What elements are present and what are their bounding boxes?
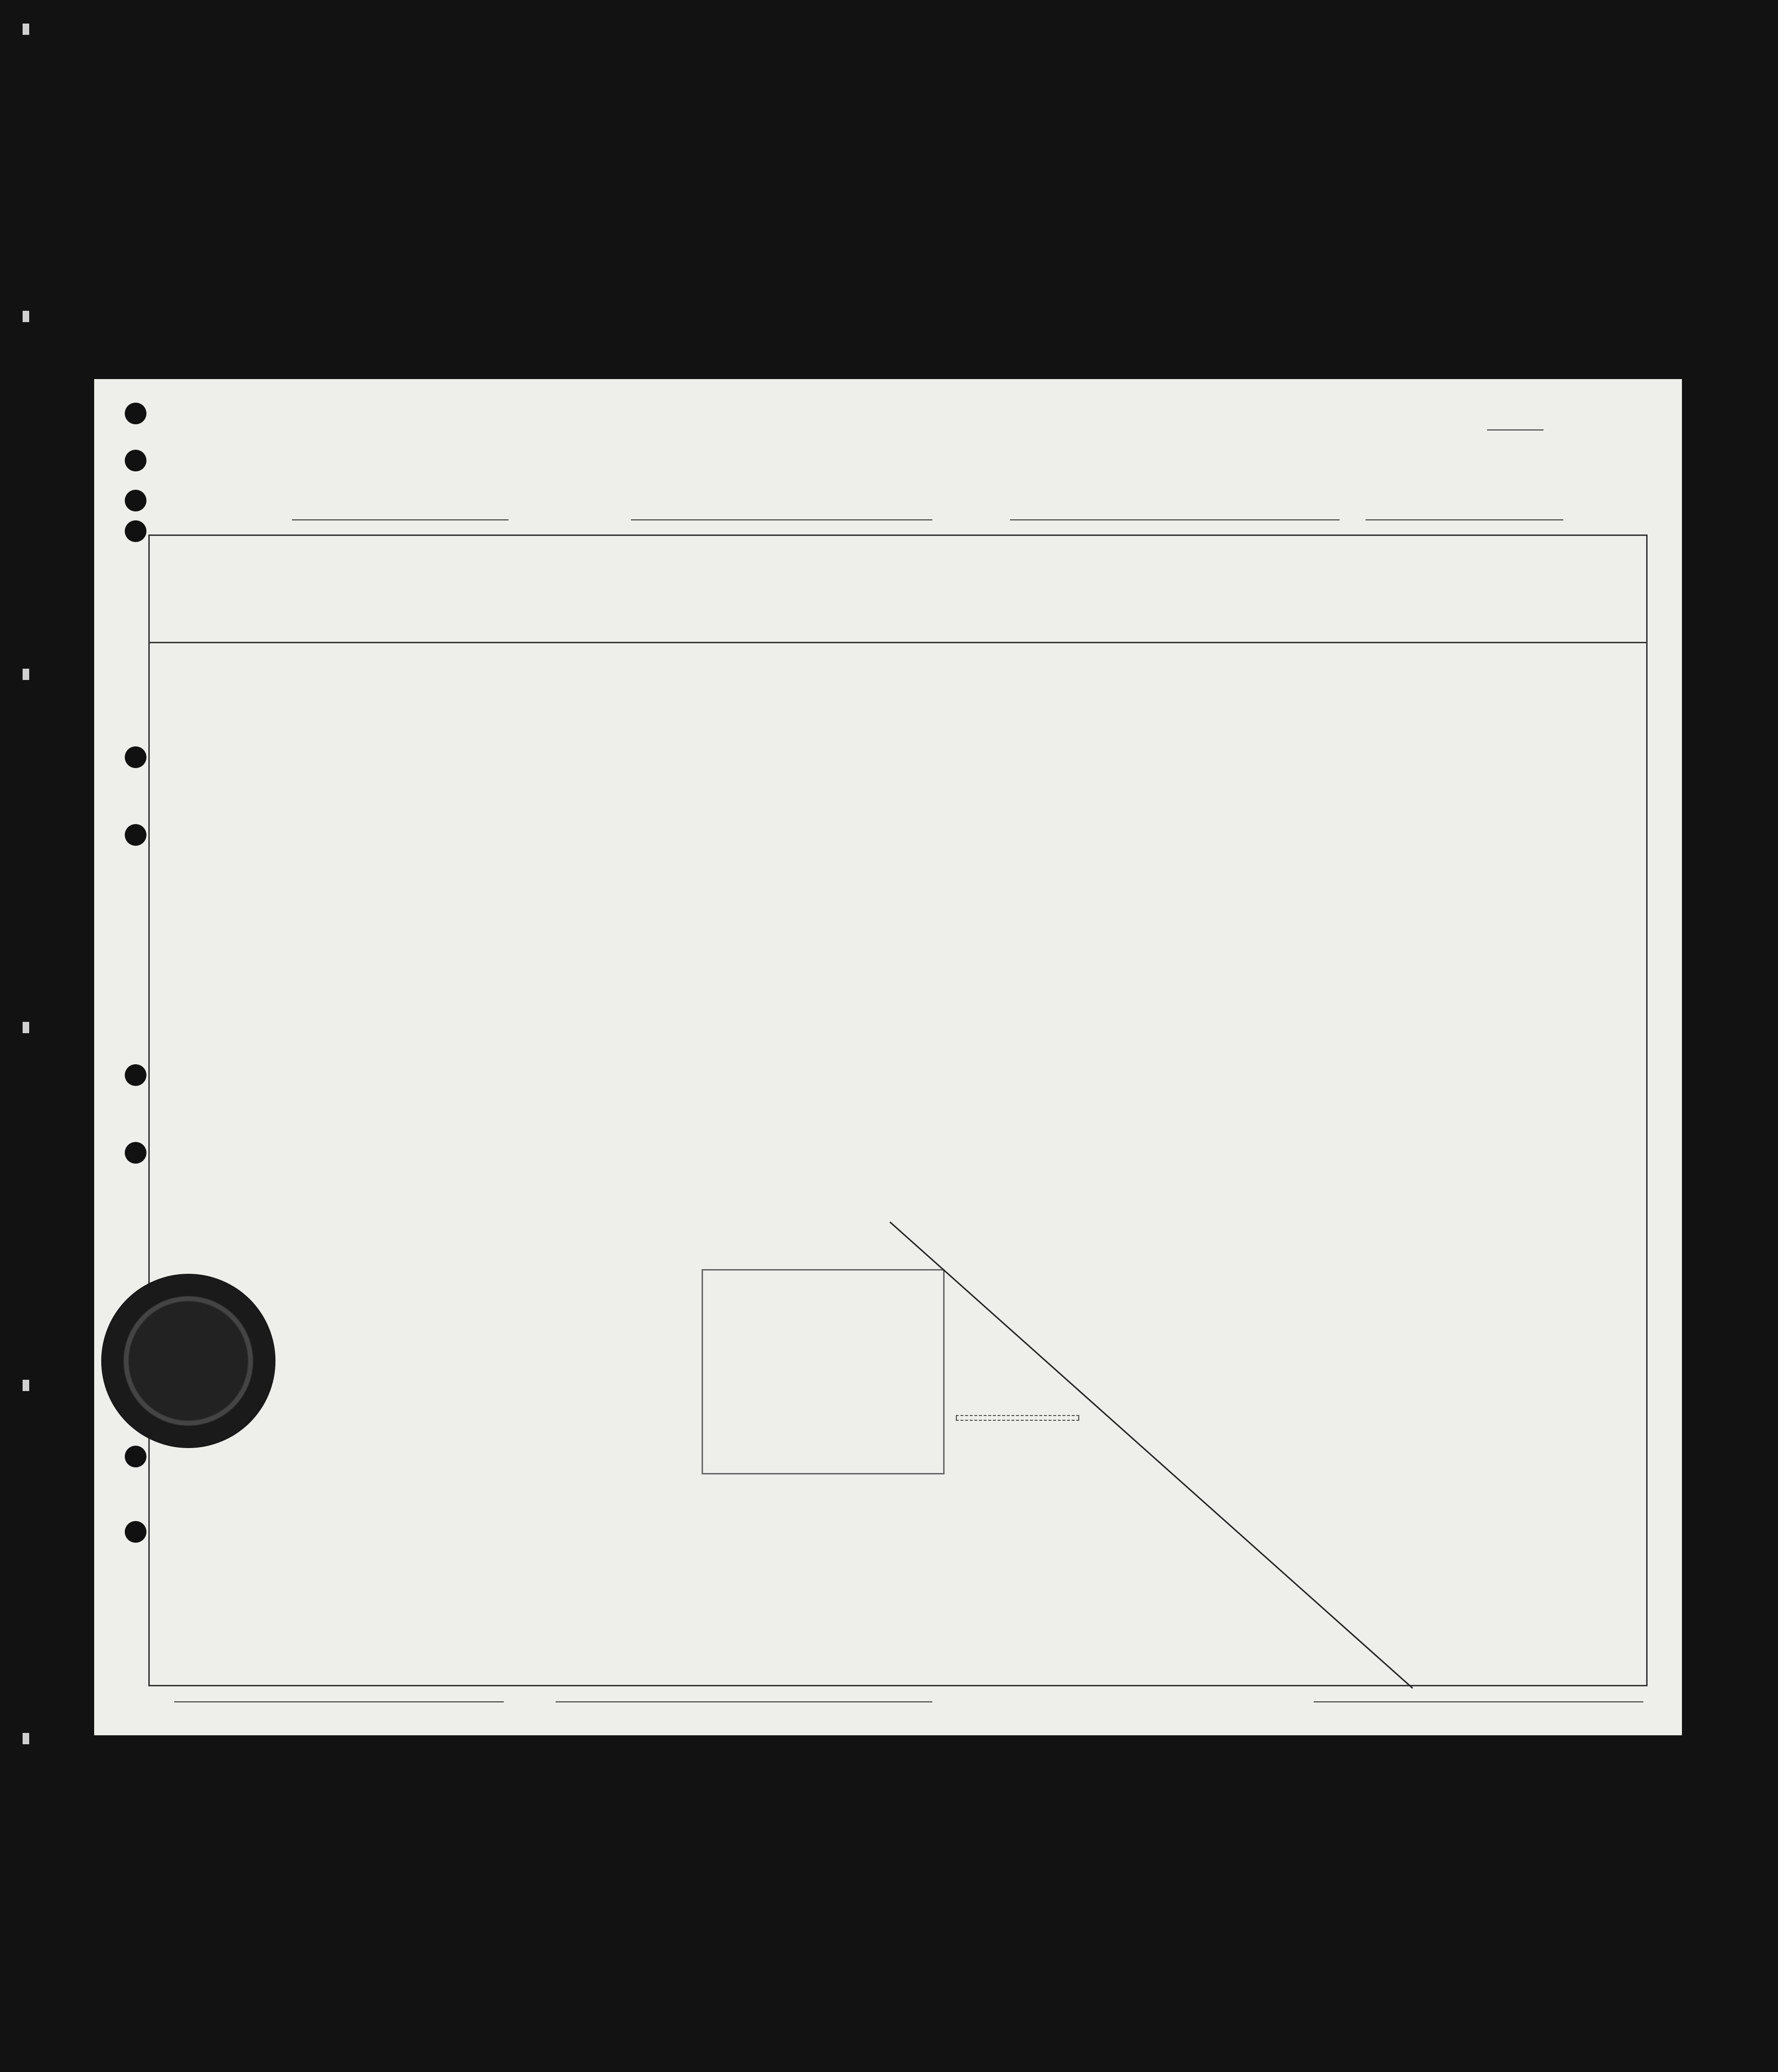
- film-perforation: [23, 24, 29, 35]
- film-perforation: [23, 1380, 29, 1391]
- film-perforation: [23, 1733, 29, 1744]
- manifest-sheet: [94, 379, 1682, 1735]
- diagonal-cancel-line: [94, 379, 1682, 1735]
- film-perforation: [23, 311, 29, 322]
- film-perforation: [23, 669, 29, 680]
- footer-owners-underline: [556, 1701, 932, 1702]
- footer-line-underline: [174, 1701, 504, 1702]
- footer-officer-underline: [1314, 1701, 1643, 1702]
- film-perforation: [23, 1022, 29, 1033]
